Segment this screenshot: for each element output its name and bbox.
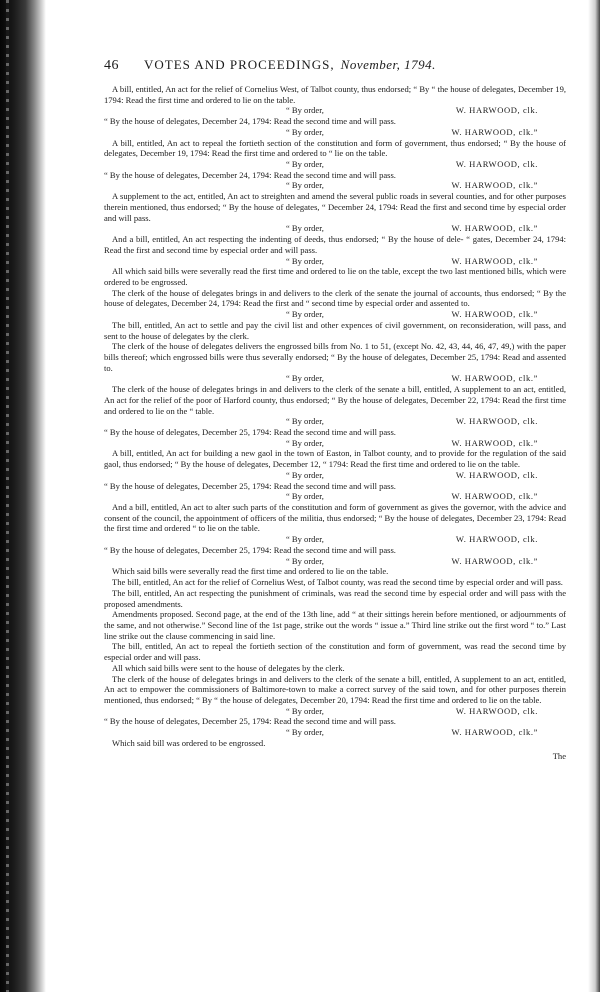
signature-line: [104, 416, 566, 427]
clerk-name: W. HARWOOD, clk.: [455, 105, 538, 116]
by-order-text: “ By order,: [286, 555, 324, 566]
paragraph: The bill, entitled, An act to settle and pay the civil list and other expences of civil government, on reconsideration, will pass, and sent to the house of delegates by the clerk.: [104, 319, 566, 341]
paragraph: The clerk of the house of delegates brings in and delivers to the clerk of the senate the journal of accounts, thus endorsed; “ By the house of delegates, December 24, 1794: Read the first and “ second time by especial order and assented to.: [104, 287, 566, 309]
clerk-name: W. HARWOOD, clk.: [455, 416, 538, 427]
paragraph: Amendments proposed. Second page, at the end of the 13th line, add “ at their sittings herein before mentioned, or adjournments of the same, and not otherwise.” Second line of the 1st page, strike out the words “ issue a.” Third line strike out the first word “ to.” Last line strike out the clause commencing in said line.: [104, 609, 566, 641]
page-edge-shadow: [588, 0, 600, 992]
by-order-text: “ By order,: [286, 105, 324, 116]
by-order-text: “ By order,: [286, 491, 324, 502]
paragraph: The bill, entitled, An act respecting the punishment of criminals, was read the second time by especial order and will pass with the proposed amendments.: [104, 587, 566, 609]
paragraph: Which said bills were severally read the first time and ordered to lie on the table.: [112, 566, 389, 577]
by-order-text: “ By order,: [286, 255, 324, 266]
by-order-text: “ By order,: [286, 705, 324, 716]
clerk-name: W. HARWOOD, clk.: [455, 705, 538, 716]
document-page: [104, 57, 566, 980]
paragraph: And a bill, entitled, An act respecting the indenting of deeds, thus endorsed; “ By the house of dele- “ gates, December 24, 1794: Read the first and second time by especial order and will pass.: [104, 234, 566, 255]
signature-line: [104, 223, 566, 234]
running-head: [104, 57, 566, 84]
by-order-text: “ By order,: [286, 727, 324, 738]
paragraph: All which said bills were sent to the house of delegates by the clerk.: [112, 662, 345, 673]
clerk-name: W. HARWOOD, clk.”: [451, 373, 538, 384]
signature-line: [104, 180, 566, 191]
signature-line: [104, 256, 566, 267]
clerk-name: W. HARWOOD, clk.”: [451, 180, 538, 191]
paragraph: The clerk of the house of delegates brings in and delivers to the clerk of the senate a bill, entitled, A supplement to an act, entitled, An act for the relief of the poor of Harford county, thus endorsed; “ By the house of delegates, December 22, 1794: Read the first time and ordered to lie on the “ table.: [104, 384, 566, 416]
by-order-text: “ By order,: [286, 469, 324, 480]
catchword: The: [552, 750, 566, 761]
paragraph: “ By the house of delegates, December 25, 1794: Read the second time and will pass.: [104, 480, 396, 491]
signature-line: [104, 159, 566, 170]
page-title: VOTES AND PROCEEDINGS,: [144, 57, 335, 72]
signature-line: [104, 373, 566, 384]
paragraph: The bill, entitled, An act to repeal the fortieth section of the constitution and form of government, was read the second time by especial order and will pass.: [104, 641, 566, 663]
paragraph: Which said bill was ordered to be engrossed.: [112, 737, 266, 748]
clerk-name: W. HARWOOD, clk.”: [451, 309, 538, 320]
by-order-text: “ By order,: [286, 223, 324, 234]
paragraph: “ By the house of delegates, December 24, 1794: Read the second time and will pass.: [104, 116, 396, 127]
by-order-text: “ By order,: [286, 534, 324, 545]
paragraph: The bill, entitled, An act for the relief of Cornelius West, of Talbot county, was read the second time by especial order and will pass.: [112, 577, 563, 588]
by-order-text: “ By order,: [286, 309, 324, 320]
clerk-name: W. HARWOOD, clk.”: [451, 223, 538, 234]
paragraph: A bill, entitled, An act for building a new gaol in the town of Easton, in Talbot county, and to provide for the regulation of the said gaol, thus endorsed; “ By the house of delegates, December 12, “ 1794: Read the first time and ordered to lie on the table.: [104, 448, 566, 470]
clerk-name: W. HARWOOD, clk.: [455, 469, 538, 480]
clerk-name: W. HARWOOD, clk.”: [451, 255, 538, 266]
signature-line: [104, 727, 566, 738]
by-order-text: “ By order,: [286, 373, 324, 384]
signature-line: [104, 309, 566, 320]
paragraph: A supplement to the act, entitled, An act to streighten and amend the several public roads in several counties, and for other purposes therein mentioned, thus endorsed; “ By the house of delegates, “ December 24, 1794: Read the first and second time by especial order and will pass.: [104, 191, 566, 223]
paragraph: “ By the house of delegates, December 25, 1794: Read the second time and will pass.: [104, 716, 396, 727]
paragraph: A bill, entitled, An act to repeal the fortieth section of the constitution and form of government, thus endorsed; “ By the house of delegates, December 19, 1794: Read the first time and ordered to “ lie on the table.: [104, 137, 566, 159]
signature-line: [104, 127, 566, 138]
signature-line: [104, 438, 566, 449]
signature-line: [104, 491, 566, 502]
clerk-name: W. HARWOOD, clk.”: [451, 727, 538, 738]
by-order-text: “ By order,: [286, 126, 324, 137]
by-order-text: “ By order,: [286, 416, 324, 427]
by-order-text: “ By order,: [286, 180, 324, 191]
signature-line: [104, 706, 566, 717]
signature-line: [104, 470, 566, 481]
by-order-text: “ By order,: [286, 159, 324, 170]
paragraph: “ By the house of delegates, December 25, 1794: Read the second time and will pass.: [104, 544, 396, 555]
paragraph: The clerk of the house of delegates brings in and delivers to the clerk of the senate a bill, entitled, A supplement to an act, entitled, An act to empower the commissioners of Baltimore-town to make a correct survey of the said town, and for other purposes therein mentioned, thus endorsed; “ By “ the house of delegates, December 20, 1794: Read the first time and ordered to lie on the table.: [104, 673, 566, 705]
page-number: 46: [104, 58, 119, 73]
signature-line: [104, 105, 566, 116]
document-body: [104, 84, 566, 749]
paragraph: The clerk of the house of delegates delivers the engrossed bills from No. 1 to 51, (except No. 42, 43, 44, 46, 47, 49,) with the paper bills thereof; which engrossed bills were thus severally endorsed; “ By the house of delegates, December 25, 1794: Read and assented to.: [104, 341, 566, 373]
clerk-name: W. HARWOOD, clk.”: [451, 126, 538, 137]
signature-line: [104, 534, 566, 545]
paragraph: All which said bills were severally read the first time and ordered to lie on the table, except the two last mentioned bills, which were ordered to be engrossed.: [104, 266, 566, 287]
paragraph: “ By the house of delegates, December 24, 1794: Read the second time and will pass.: [104, 169, 396, 180]
clerk-name: W. HARWOOD, clk.: [455, 159, 538, 170]
clerk-name: W. HARWOOD, clk.: [455, 534, 538, 545]
by-order-text: “ By order,: [286, 437, 324, 448]
page-date: November, 1794.: [340, 57, 436, 72]
paragraph: A bill, entitled, An act for the relief of Cornelius West, of Talbot county, thus endorsed; “ By “ the house of delegates, December 19, 1794: Read the first time and ordered to lie on the table.: [104, 84, 566, 105]
clerk-name: W. HARWOOD, clk.”: [451, 437, 538, 448]
signature-line: [104, 556, 566, 567]
paragraph: And a bill, entitled, An act to alter such parts of the constitution and form of government as gives the governor, with the advice and consent of the council, the appointment of officers of the militia, thus endorsed; “ By the house of delegates, December 23, 1794: Read the first time and ordered “ to lie on the table.: [104, 502, 566, 534]
clerk-name: W. HARWOOD, clk.”: [451, 555, 538, 566]
paragraph: “ By the house of delegates, December 25, 1794: Read the second time and will pass.: [104, 427, 396, 437]
clerk-name: W. HARWOOD, clk.”: [451, 491, 538, 502]
book-binding-gutter: [0, 0, 46, 992]
